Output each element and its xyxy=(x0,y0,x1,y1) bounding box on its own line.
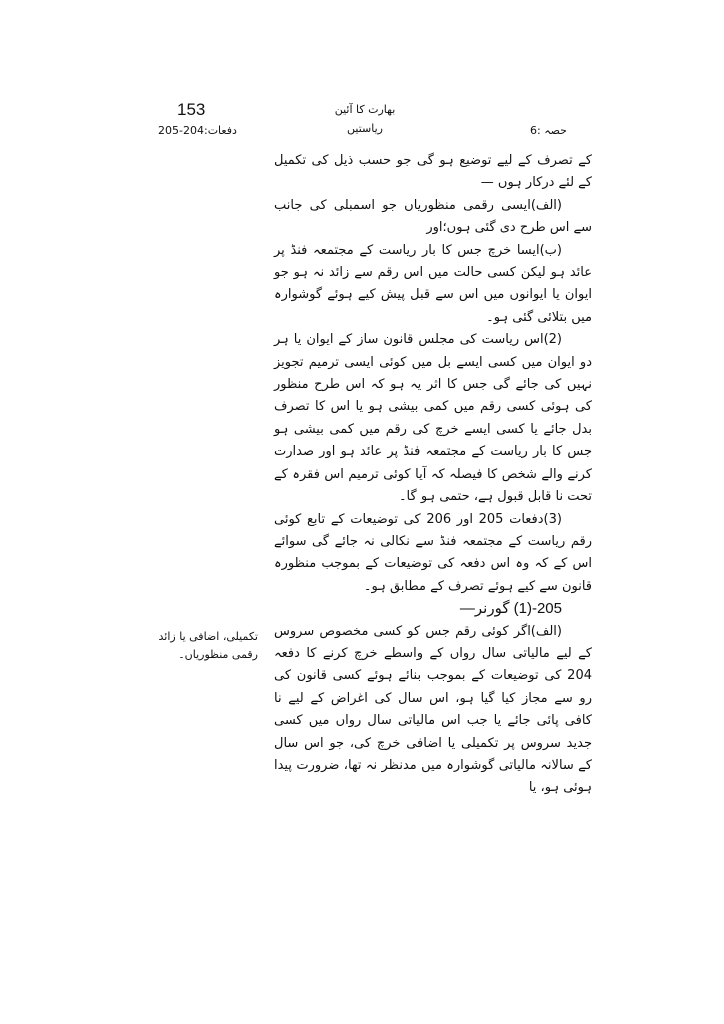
page-number: 153 xyxy=(177,100,206,119)
section-heading: 205-(1) گورنر— xyxy=(459,600,562,618)
paragraph: (3)دفعات 205 اور 206 کی توضیعات کے تابع کوئی رقم ریاست کے مجتمعہ فنڈ سے نکالی نہ جائے گی سوائے اس کے کہ وہ اس دفعہ کی توضیعات کے بموجب منظورہ قانون سے کیے ہوئے تصرف کے مطابق ہو۔ xyxy=(274,511,592,594)
chapter-title: ریاستیں xyxy=(347,122,383,135)
book-title: بھارت کا آئین xyxy=(334,103,396,116)
sections-reference: دفعات:204-205 xyxy=(158,124,237,137)
margin-note: تکمیلی، اضافی یا زائد رقمی منظوریاں۔ xyxy=(158,630,258,661)
paragraph: کے تصرف کے لیے توضیع ہو گی جو حسب ذیل کی تکمیل کے لئے درکار ہوں — xyxy=(274,153,592,191)
paragraph: (ب)ایسا خرچ جس کا بار ریاست کے مجتمعہ فنڈ پر عائد ہو لیکن کسی حالت میں اس رقم سے زائد نہ ہو جو ایوان یا ایوانوں میں اس سے قبل پیش کیے ہوئے گوشوارہ میں بتلائی گئی ہو۔ xyxy=(274,242,592,325)
body-text xyxy=(274,150,592,800)
paragraph: (2)اس ریاست کی مجلس قانون ساز کے ایوان یا ہر دو ایوان میں کسی ایسے بل میں کوئی ایسی ترمیم تجویز نہیں کی جائے گی جس کا اثر یہ ہو کہ اس طرح منظور کی ہوئی کسی رقم میں کمی بیشی ہو یا اس کا تصرف بدل جائے یا کسی ایسے خرچ کی رقم میں کمی بیشی ہو جس کا بار ریاست کے مجتمعہ فنڈ پر عائد ہو اور صدارت کرنے والے شخص کا فیصلہ کہ آیا کوئی ترمیم اس فقرہ کے تحت نا قابل قبول ہے، حتمی ہو گا۔ xyxy=(274,332,592,505)
paragraph: (الف)ایسی رقمی منظوریاں جو اسمبلی کی جانب سے اس طرح دی گئی ہوں؛اور xyxy=(274,197,592,236)
part-number: حصہ :6 xyxy=(530,124,567,137)
paragraph: (الف)اگر کوئی رقم جس کو کسی مخصوص سروس کے لیے مالیاتی سال رواں کے واسطے خرچ کرنے کا دفعہ 204 کی توضیعات کے بموجب بنائے ہوئے کسی قانون کی رو سے مجاز کیا گیا ہو، اس سال کی اغراض کے لیے نا کافی پائی جائے یا جب اس مالیاتی سال رواں میں کسی جدید سروس پر تکمیلی یا اضافی خرچ کی، جو اس سال کے سالانہ مالیاتی گوشوارہ میں مدنظر نہ تھا، ضرورت پیدا ہوئی ہو، یا xyxy=(274,623,592,796)
